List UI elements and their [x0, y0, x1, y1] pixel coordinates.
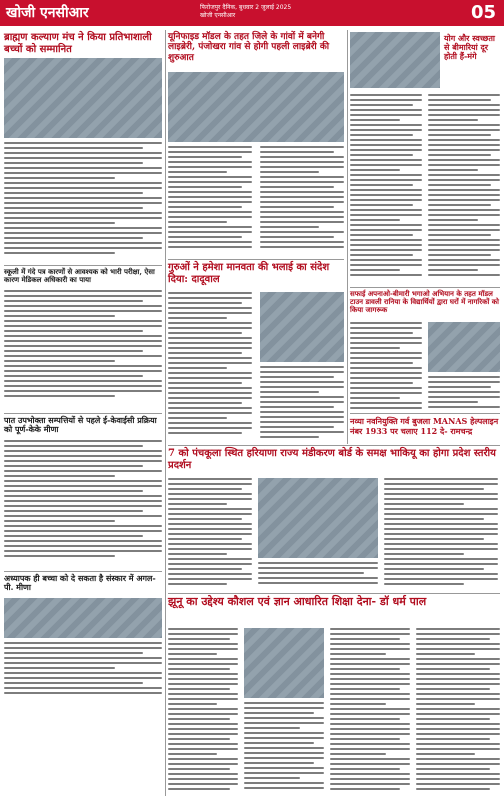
article-11-body-col-1 — [168, 628, 238, 796]
article-5-photo — [258, 478, 378, 558]
row-rule-3 — [168, 593, 500, 594]
article-3-body-col-1 — [350, 94, 422, 284]
article-3-photo — [350, 32, 440, 88]
article-6-photo — [428, 322, 500, 372]
article-3-body-col-2 — [428, 94, 500, 284]
article-1-photo — [4, 58, 162, 138]
column-rule-2 — [347, 30, 348, 444]
article-1-headline: ब्राह्मण कल्याण मंच ने किया प्रतिभाशाली बच्चों को सम्मानित — [4, 32, 152, 55]
article-11-body-col-3 — [330, 628, 410, 796]
article-2-photo — [168, 72, 344, 142]
article-2-body-col-1 — [168, 146, 252, 256]
row-rule-2 — [168, 445, 500, 446]
article-11-body-col-4 — [416, 628, 500, 796]
row-rule-left-1 — [4, 265, 162, 266]
article-5-headline: 7 को पंचकूला स्थित हरियाणा राज्य मंडीकरण बोर्ड के समक्ष भाकियू का होगा प्रदेश स्तरीय प्रदर्शन — [168, 448, 496, 471]
article-5-body-col-2 — [384, 478, 498, 590]
article-11-body-col-2 — [244, 702, 324, 796]
article-1-body — [4, 142, 162, 262]
article-10-headline: अध्यापक ही बच्चा को दे सकता है संस्कार में अगल-पी. मीणा — [4, 573, 156, 593]
page-number: 05 — [470, 2, 496, 23]
article-6-headline: सफाई अपनाओ-बीमारी भगाओ अभियान के तहत मॉडल टाउन डावली रानिया के विद्यार्थियों द्वारा घरों में नागरिकों को किया जागरूक — [350, 289, 499, 315]
article-4-body-col-1 — [168, 292, 252, 442]
newspaper-brand: खोजी एनसीआर — [6, 5, 89, 21]
article-2-body-col-2 — [260, 146, 344, 256]
article-3-headline: योग और स्वच्छता से बीमारियां दूर होती हैं-मंगे — [444, 33, 495, 62]
column-rule-1 — [165, 30, 166, 796]
issue-title-line: खोजी एनसीआर — [200, 12, 236, 19]
article-6-body-col-1 — [350, 322, 422, 412]
row-rule-right-2 — [350, 413, 500, 414]
row-rule-left-3 — [4, 571, 162, 572]
article-10-body — [4, 642, 162, 698]
article-10-photo — [4, 598, 162, 638]
article-2-headline: यूनिफाइड मॉडल के तहत जिले के गांवों में बनेगी लाइब्रेरी, पंजोखरा गांव से होगी पहली लाइब्रेरी की शुरुआत — [168, 32, 330, 63]
article-9-body — [4, 440, 162, 570]
article-8-body — [4, 290, 162, 410]
article-4-headline: गुरुओं ने हमेशा मानवता की भलाई का संदेश दिया: दादूवाल — [168, 262, 330, 285]
article-4-body-col-2 — [260, 366, 344, 442]
masthead — [0, 0, 504, 26]
article-5-body-col-1 — [168, 478, 252, 590]
article-6-body-col-2 — [428, 376, 500, 412]
article-5-body-col-3 — [258, 562, 378, 590]
issue-meta — [200, 4, 400, 20]
article-9-headline: पात उपभोक्ता सम्पत्तियों से पहले ई-केवाईसी प्रक्रिया को पूर्ण-केके मीणा — [4, 415, 157, 435]
article-8-headline: स्कूली में गंदे पत्र कारणों से आवश्यक को भारी परीक्षा, ऐसा कारण मेडिकल अधिकारी का पाया — [4, 267, 155, 285]
issue-date-line: फिरोजपुर दैनिक, बुधवार 2 जुलाई 2025 — [200, 4, 292, 11]
article-7-headline: नव्या नवनियुक्ति गर्व बुजला MANAS हेल्पलाइन नंबर 1933 पर चलाए 112 दे- रामचन्द्र — [350, 416, 499, 436]
row-rule-right-1 — [350, 287, 500, 288]
row-rule-1 — [168, 259, 344, 260]
article-4-photo — [260, 292, 344, 362]
row-rule-left-2 — [4, 413, 162, 414]
article-11-photo — [244, 628, 324, 698]
article-11-headline: झूनू का उद्देश्य कौशल एवं ज्ञान आधारित शिक्षा देना- डॉ धर्म पाल — [168, 595, 427, 608]
